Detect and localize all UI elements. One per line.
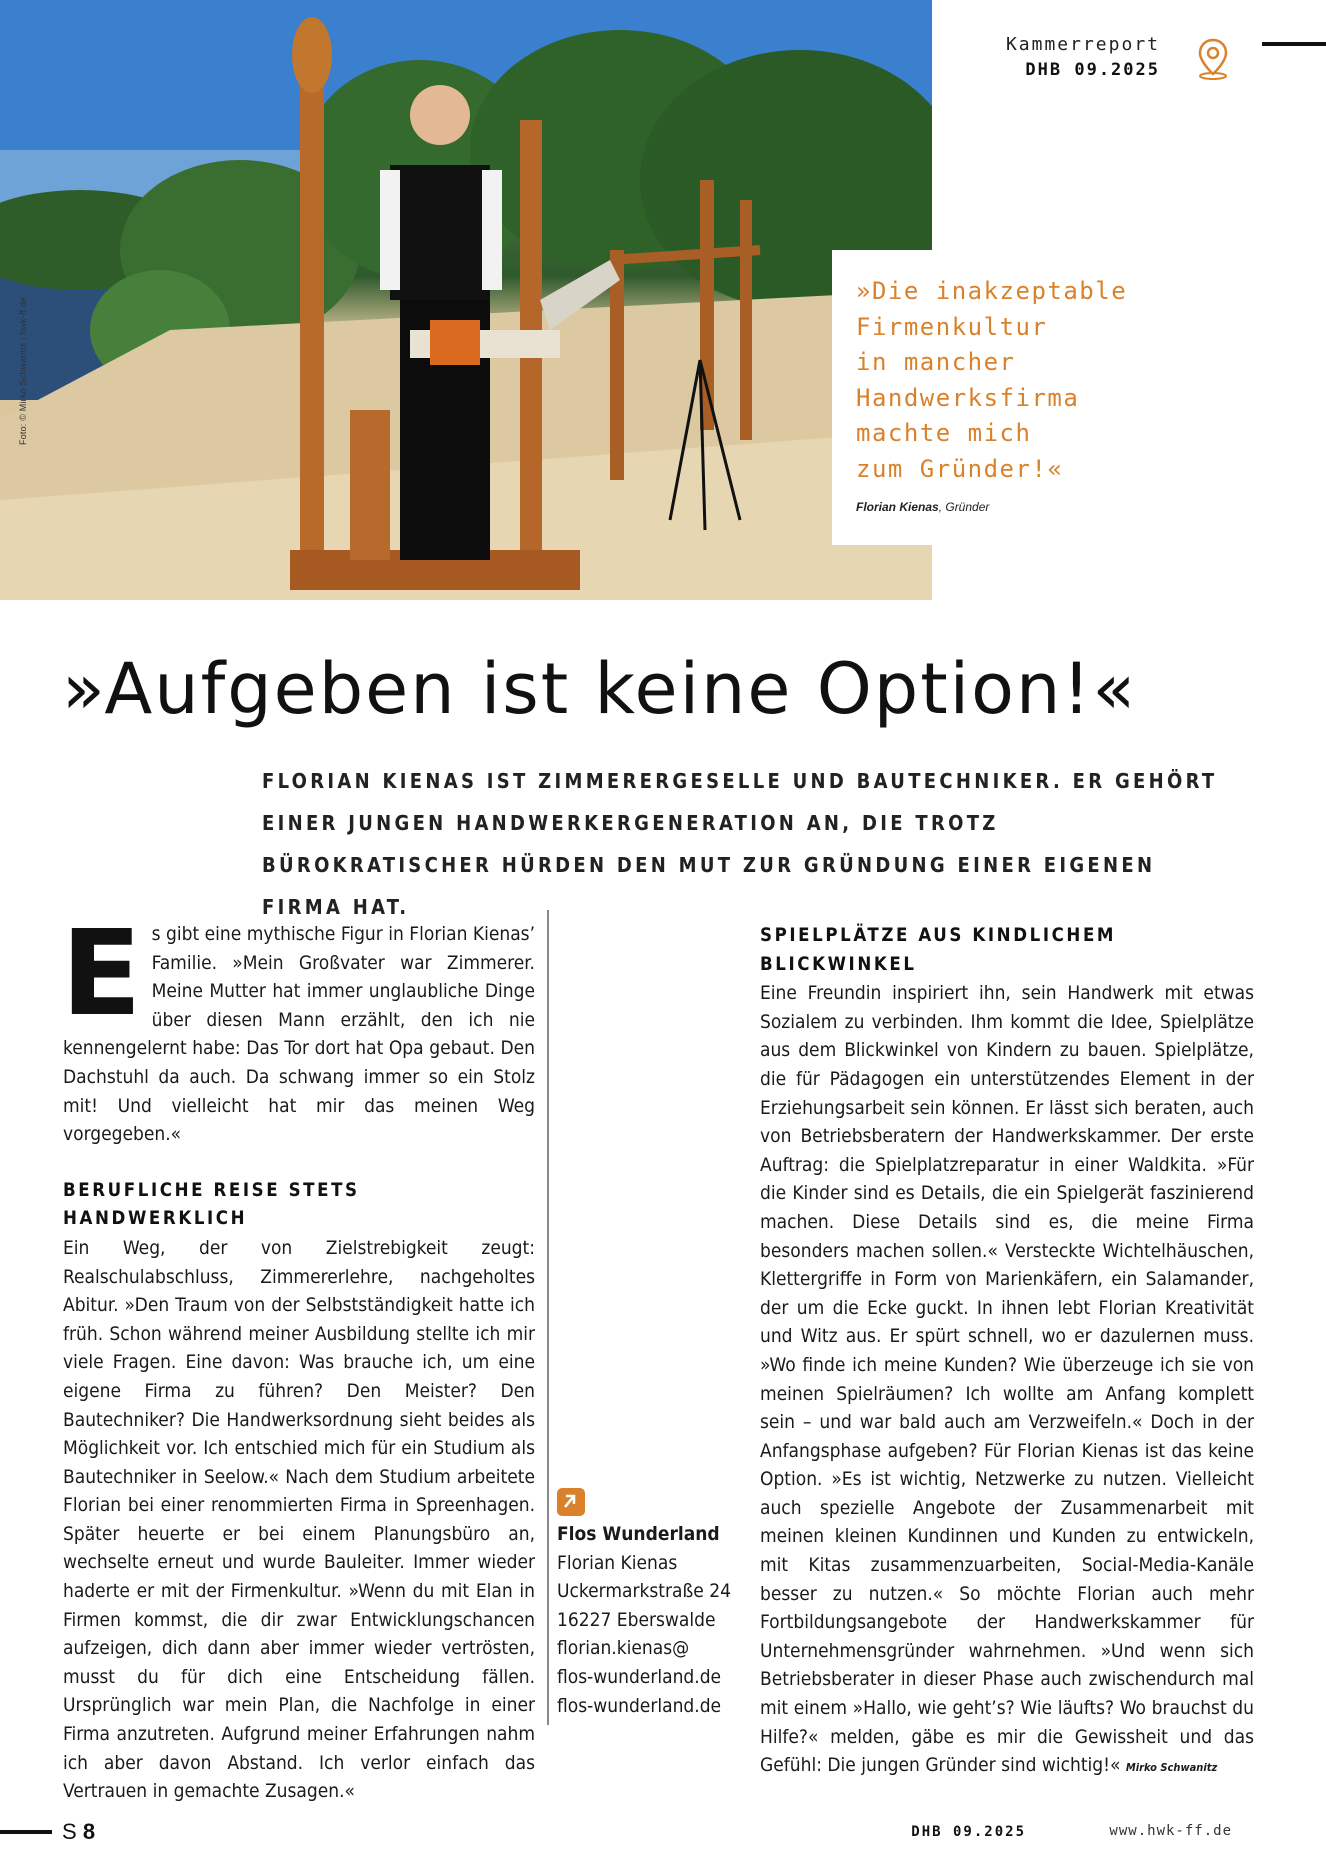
pull-quote-line: »Die inakzeptable <box>856 277 1128 305</box>
headline: »Aufgeben ist keine Option!« <box>62 648 1138 730</box>
company-info-box <box>557 1520 757 1720</box>
lead-text: FLORIAN KIENAS IST ZIMMERERGESELLE UND BAUTECHNIKER. ER GEHÖRT EINER JUNGEN HANDWERKERGENERATION AN, DIE TROTZ BÜROKRATISCHER HÜRDEN DEN MUT ZUR GRÜNDUNG EINER EIGENEN FIRMA HAT. <box>262 769 1218 919</box>
pull-quote-line: zum Gründer!« <box>856 454 1064 483</box>
footer-website[interactable]: www.hwk-ff.de <box>1109 1823 1232 1839</box>
company-name: Flos Wunderland <box>557 1523 720 1545</box>
location-pin-icon <box>1192 36 1234 82</box>
page-number <box>62 1819 95 1845</box>
column-divider <box>547 910 549 1725</box>
footer-rule <box>0 1830 52 1834</box>
quote-role: , Gründer <box>938 500 990 514</box>
page-prefix: S <box>62 1819 77 1844</box>
quote-attribution <box>856 500 989 514</box>
article-author: Mirko Schwanitz <box>1125 1761 1218 1775</box>
career-paragraph: Ein Weg, der von Zielstrebigkeit zeugt: Realschulabschluss, Zimmererlehre, nachgeholtes Abitur. »Den Traum von der Selbstständigkeit hatte ich früh. Schon während meiner Ausbildung stellte ich mir viele Fragen. Eine davon: Was brauche ich, um eine eigene Firma zu führen? Den Meister? Den Bautechniker? Die Handwerksordnung sieht beides als Möglichkeit vor. Ich entschied mich für ein Studium als Bautechniker in Seelow.« Nach dem Studium arbeitete Florian bei einer renommierten Firma in Spreenhagen. Später heuerte er bei einem Planungsbüro an, wechselte erneut und wurde Bauleiter. Immer wieder haderte er mit der Firmenkultur. »Wenn du mit Elan in Firmen kommst, die dir zwar Entwicklungschancen aufzeigen, dich dann aber immer wieder vertrösten, musst du für dich eine Entscheidung fällen. Ursprünglich war mein Plan, die Nachfolge in einer Firma anzutreten. Aufgrund meiner Erfahrungen nahm ich aber davon Abstand. Ich verlor einfach das Vertrauen in gemachte Zusagen.« <box>63 1236 535 1803</box>
playgrounds-text: Eine Freundin inspiriert ihn, sein Handwerk mit etwas Sozialem zu verbinden. Ihm kommt die Idee, Spielplätze aus dem Blickwinkel von Kindern zu bauen. Spielplätze, die für Pädagogen ein unterstützendes Element in der Erziehungsarbeit sein können. Er lässt sich beraten, auch von Betriebsberatern der Handwerkskammer. Der erste Auftrag: die Spielplatzreparatur in einer Waldkita. »Für die Kinder sind es Details, die ein Spielgerät faszinierend machen. Diese Details sind es, die meine Firma besonders machen sollen.« Versteckte Wichtelhäuschen, Klettergriffe in Form von Marienkäfern, ein Salamander, der um die Ecke guckt. In ihnen lebt Florian Kreativität und Witz aus. Er spürt schnell, wo er dazulernen muss. »Wo finde ich meine Kunden? Wie überzeuge ich sie von meinen Spielräumen? Ich wollte am Anfang komplett sein – und war bald auch am Verzweifeln.« Doch in der Anfangsphase aufgeben? Für Florian Kienas ist das keine Option. »Es ist wichtig, Netzwerke zu nutzen. Vielleicht auch spezielle Angebote der Zusammenarbeit mit meinen kleinen Kundinnen und Kunden zu entwickeln, mit Kitas zusammenzuarbeiten, Social-Media-Kanäle besser zu nutzen.« So möchte Florian auch mehr Fortbildungsangebote der Handwerkskammer für Unternehmensgründer wahrnehmen. »Und wenn sich Betriebsberater in dieser Phase auch zwischendurch mal mit einem »Hallo, wie geht’s? Wie läufts? Wo brauchst du Hilfe?« melden, gäbe es mir die Gewissheit und das Gefühl: Die jungen Gründer sind wichtig!« <box>760 982 1254 1777</box>
pull-quote-line: Handwerksfirma <box>856 383 1080 412</box>
header-rule <box>1262 42 1326 46</box>
footer-issue: DHB 09.2025 <box>911 1824 1026 1840</box>
pull-quote-line: machte mich <box>856 419 1032 447</box>
intro-paragraph <box>61 904 535 1149</box>
photo-credit: Foto: © Mirko Schwanitz | hwk-ff.de <box>18 296 28 445</box>
page-number-value: 8 <box>82 1819 96 1844</box>
intro-text: s gibt eine mythische Figur in Florian Kienas’ Familie. »Mein Großvater war Zimmerer. Meine Mutter hat immer unglaubliche Dinge über diesen Mann erzählt, den ich nie kennengelernt habe: Das Tor dort hat Opa gebaut. Den Dachstuhl da auch. Da schwang immer so ein Stolz mit! Und vielleicht hat mir das meinen Weg vorgegeben.« <box>63 923 535 1146</box>
playgrounds-paragraph <box>760 979 1254 1783</box>
section-label: Kammerreport <box>1005 34 1160 55</box>
contact-website[interactable]: flos-wunderland.de <box>557 1694 722 1717</box>
left-column <box>61 904 535 1806</box>
right-column <box>760 922 1254 1783</box>
issue-label: DHB 09.2025 <box>1025 60 1160 80</box>
contact-email-domain[interactable]: flos-wunderland.de <box>557 1665 722 1688</box>
subheading-playgrounds: SPIELPLÄTZE AUS KINDLICHEM BLICKWINKEL <box>760 925 1117 975</box>
contact-street: Uckermarkstraße 24 <box>557 1580 731 1603</box>
contact-name: Florian Kienas <box>557 1551 678 1574</box>
contact-city: 16227 Eberswalde <box>557 1608 716 1631</box>
photo-illustration <box>0 0 932 600</box>
pull-quote-line: in mancher <box>856 348 1016 376</box>
hero-photo <box>0 0 932 600</box>
pull-quote <box>856 274 1246 487</box>
drop-cap: E <box>61 904 142 1042</box>
pull-quote-line: Firmenkultur <box>856 312 1048 341</box>
subheading-career: BERUFLICHE REISE STETS HANDWERKLICH <box>63 1179 360 1230</box>
contact-email[interactable]: florian.kienas@ <box>557 1637 690 1660</box>
arrow-icon <box>557 1488 585 1516</box>
info-box-icon <box>557 1488 585 1516</box>
quote-author: Florian Kienas <box>856 500 939 514</box>
